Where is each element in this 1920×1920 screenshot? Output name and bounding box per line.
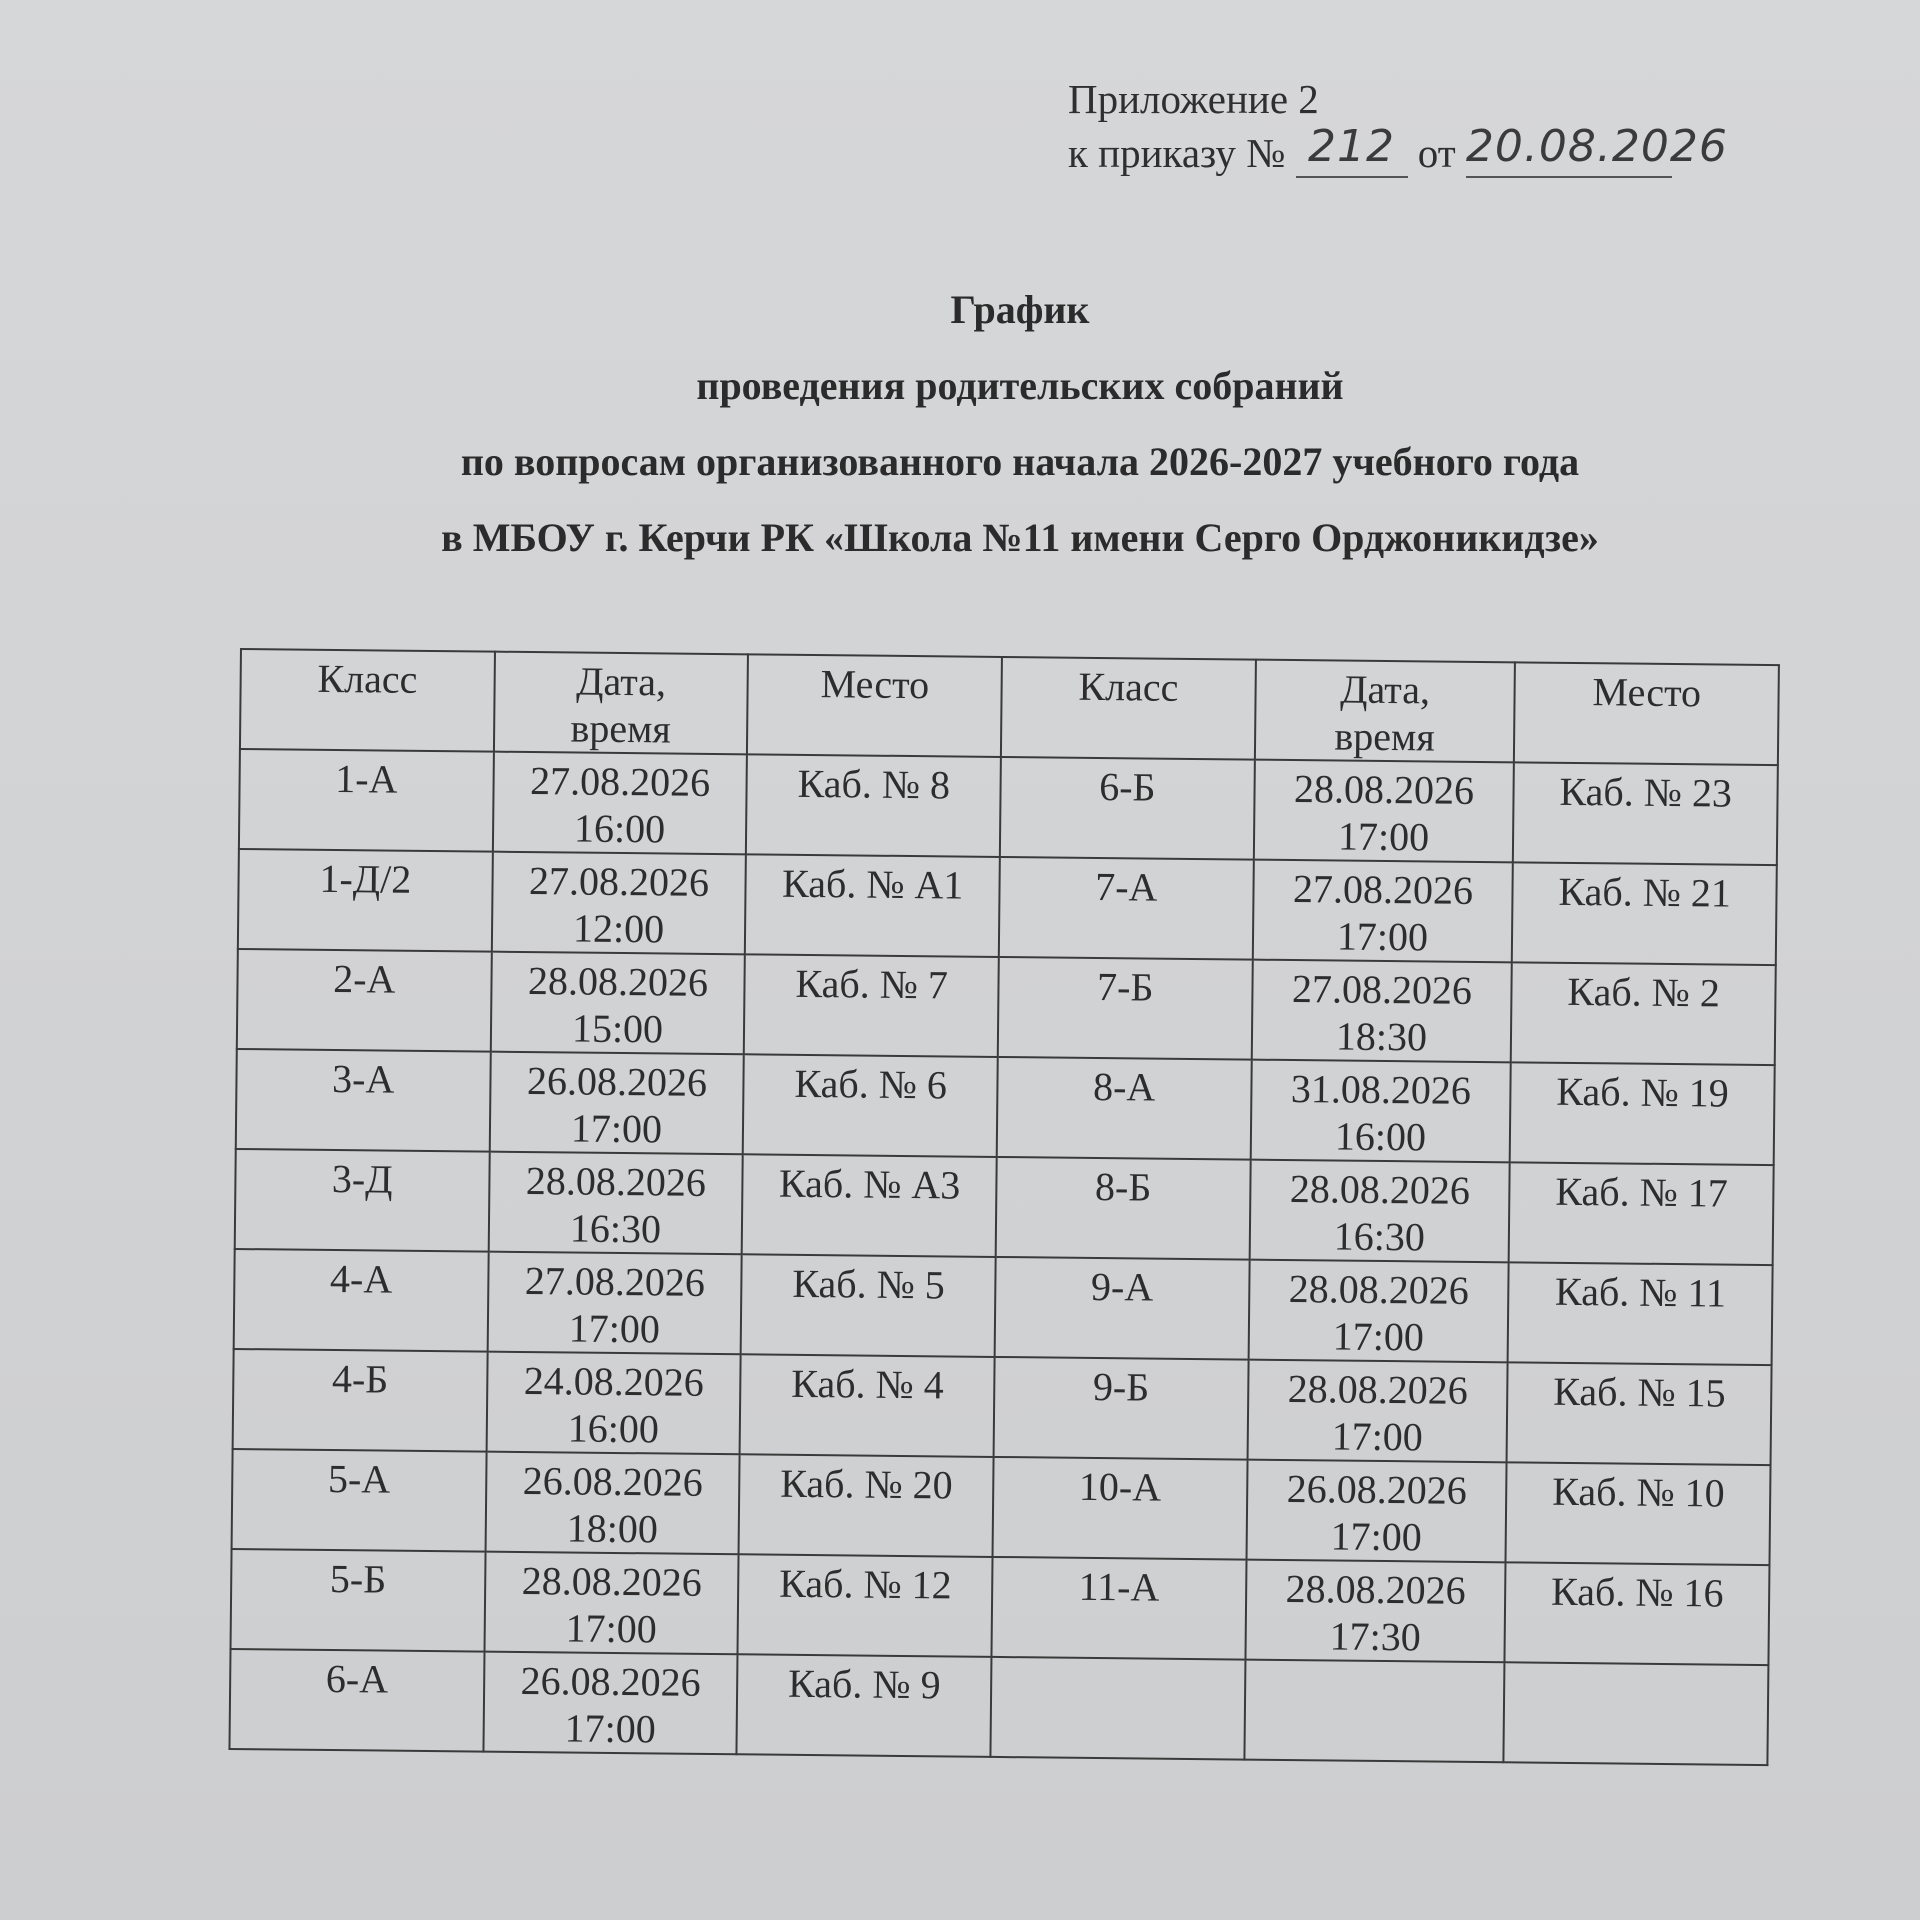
class-cell: 5-А: [232, 1449, 487, 1552]
class-cell: 3-А: [236, 1049, 491, 1152]
class-cell: 3-Д: [235, 1149, 490, 1252]
datetime-cell: 28.08.2026 15:00: [490, 952, 745, 1055]
schedule-table: [228, 648, 1779, 1766]
place-cell: Каб. № 7: [744, 954, 999, 1057]
datetime-cell: 27.08.2026 12:00: [491, 852, 746, 955]
header-place-2: Место: [1514, 662, 1779, 765]
table-row: [239, 749, 1778, 865]
title-line-4: в МБОУ г. Керчи РК «Школа №11 имени Серго Орджоникидзе»: [441, 515, 1599, 560]
header-class-2: Класс: [1001, 657, 1256, 760]
title-line-2: проведения родительских собраний: [696, 363, 1344, 408]
datetime-cell: [1244, 1660, 1505, 1763]
place-cell: Каб. № 23: [1513, 762, 1778, 865]
order-prefix: к приказу №: [1068, 130, 1286, 176]
datetime-cell: 28.08.2026 17:00: [484, 1552, 739, 1655]
table-row: [229, 1649, 1768, 1765]
class-cell: 8-Б: [996, 1157, 1251, 1260]
table-row: [235, 1149, 1774, 1265]
datetime-cell: 27.08.2026 16:00: [492, 752, 747, 855]
datetime-cell: 24.08.2026 16:00: [486, 1352, 741, 1455]
class-cell: 11-А: [991, 1557, 1246, 1660]
title-line-3: по вопросам организованного начала 2026-2027 учебного года: [460, 439, 1580, 484]
class-cell: 6-А: [229, 1649, 484, 1752]
datetime-cell: 26.08.2026 17:00: [483, 1652, 738, 1755]
place-cell: Каб. № 15: [1507, 1362, 1772, 1465]
header-place-1: Место: [747, 654, 1002, 757]
order-date-field: [1465, 121, 1728, 178]
place-cell: Каб. № 20: [739, 1454, 994, 1557]
class-cell: 6-Б: [1000, 757, 1255, 860]
title-line-1: График: [950, 287, 1090, 332]
place-cell: Каб. № А3: [742, 1154, 997, 1257]
datetime-cell: 27.08.2026 18:30: [1251, 960, 1512, 1063]
order-number-field: [1296, 121, 1408, 178]
table-row: [238, 849, 1777, 965]
place-cell: Каб. № 19: [1510, 1062, 1775, 1165]
document-title: [0, 272, 1920, 576]
datetime-cell: 28.08.2026 17:30: [1245, 1560, 1506, 1663]
class-cell: 10-А: [993, 1457, 1248, 1560]
place-cell: Каб. № А1: [745, 854, 1000, 957]
table-row: [234, 1249, 1773, 1365]
table-row: [232, 1449, 1771, 1565]
appendix-header: [1068, 72, 1728, 180]
place-cell: Каб. № 2: [1511, 962, 1776, 1065]
place-cell: Каб. № 21: [1512, 862, 1777, 965]
datetime-cell: 26.08.2026 18:00: [485, 1452, 740, 1555]
datetime-cell: 27.08.2026 17:00: [1252, 860, 1513, 963]
class-cell: 7-Б: [998, 957, 1253, 1060]
place-cell: Каб. № 11: [1508, 1262, 1773, 1365]
class-cell: 4-А: [234, 1249, 489, 1352]
class-cell: 8-А: [997, 1057, 1252, 1160]
place-cell: Каб. № 5: [741, 1254, 996, 1357]
datetime-cell: 28.08.2026 17:00: [1253, 760, 1514, 863]
datetime-cell: 26.08.2026 17:00: [1246, 1460, 1507, 1563]
datetime-cell: 28.08.2026 17:00: [1247, 1360, 1508, 1463]
order-date: 20.08.2026: [1465, 121, 1728, 172]
place-cell: Каб. № 6: [743, 1054, 998, 1157]
place-cell: Каб. № 17: [1509, 1162, 1774, 1265]
place-cell: Каб. № 16: [1505, 1562, 1770, 1665]
datetime-cell: 28.08.2026 16:30: [1249, 1160, 1510, 1263]
appendix-title: Приложение 2: [1068, 76, 1319, 122]
place-cell: [1504, 1662, 1769, 1765]
class-cell: 1-А: [239, 749, 494, 852]
header-datetime-1: Дата, время: [494, 652, 749, 755]
place-cell: Каб. № 9: [737, 1654, 992, 1757]
class-cell: 1-Д/2: [238, 849, 493, 952]
order-number: 212: [1308, 121, 1395, 172]
place-cell: Каб. № 8: [746, 754, 1001, 857]
header-datetime-2: Дата, время: [1254, 660, 1515, 763]
class-cell: 7-А: [999, 857, 1254, 960]
datetime-cell: 26.08.2026 17:00: [489, 1052, 744, 1155]
table-header-row: [240, 649, 1779, 765]
datetime-cell: 28.08.2026 17:00: [1248, 1260, 1509, 1363]
table-row: [236, 1049, 1775, 1165]
class-cell: 5-Б: [231, 1549, 486, 1652]
class-cell: 4-Б: [233, 1349, 488, 1452]
table-row: [237, 949, 1776, 1065]
table-row: [231, 1549, 1770, 1665]
order-reference: [1068, 121, 1728, 180]
class-cell: [990, 1657, 1245, 1760]
datetime-cell: 31.08.2026 16:00: [1250, 1060, 1511, 1163]
class-cell: 9-Б: [994, 1357, 1249, 1460]
datetime-cell: 28.08.2026 16:30: [488, 1152, 743, 1255]
header-class-1: Класс: [240, 649, 495, 752]
datetime-cell: 27.08.2026 17:00: [487, 1252, 742, 1355]
table-row: [233, 1349, 1772, 1465]
class-cell: 2-А: [237, 949, 492, 1052]
place-cell: Каб. № 12: [738, 1554, 993, 1657]
place-cell: Каб. № 4: [740, 1354, 995, 1457]
order-from-label: от: [1417, 130, 1456, 176]
class-cell: 9-А: [995, 1257, 1250, 1360]
place-cell: Каб. № 10: [1506, 1462, 1771, 1565]
